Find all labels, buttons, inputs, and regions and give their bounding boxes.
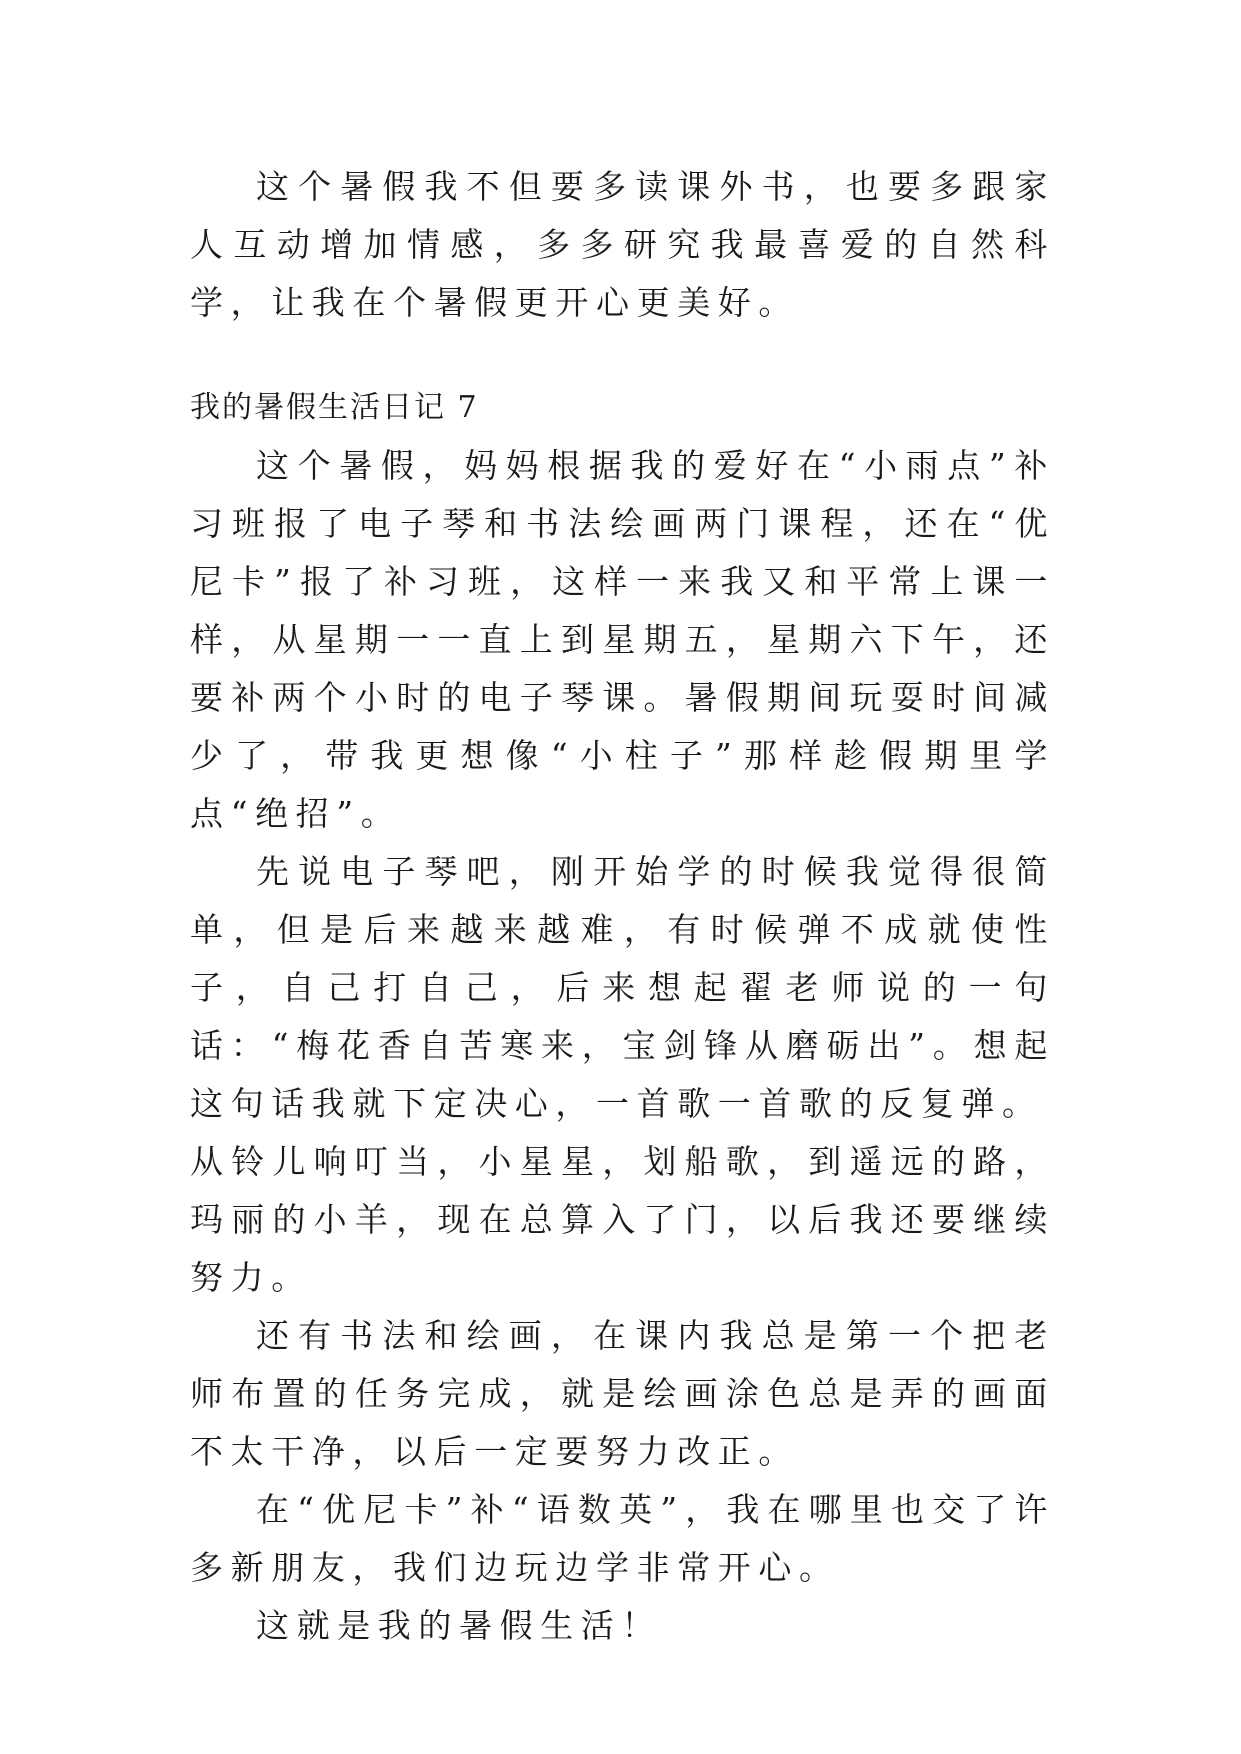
closing-paragraph: 这就是我的暑假生活！ xyxy=(256,1606,662,1645)
section-title: 我的暑假生活日记 7 xyxy=(190,390,479,425)
document-body xyxy=(190,158,1055,1655)
body-paragraph: 还有书法和绘画，在课内我总是第一个把老师布置的任务完成，就是绘画涂色总是弄的画面不太干净，以后一定要努力改正。 xyxy=(190,1316,1055,1471)
body-paragraph: 从铃儿响叮当，小星星，划船歌，到遥远的路，玛丽的小羊，现在总算入了门，以后我还要继续努力。 xyxy=(190,1142,1055,1297)
body-paragraph: 在“优尼卡”补“语数英”，我在哪里也交了许多新朋友，我们边玩边学非常开心。 xyxy=(190,1490,1055,1587)
body-paragraph: 这个暑假，妈妈根据我的爱好在“小雨点”补习班报了电子琴和书法绘画两门课程，还在“优尼卡”报了补习班，这样一来我又和平常上课一样，从星期一一直上到星期五，星期六下午，还要补两个小时的电子琴课。暑假期间玩耍时间减少了，带我更想像“小柱子”那样趁假期里学点“绝招”。 xyxy=(190,446,1055,833)
intro-paragraph: 这个暑假我不但要多读课外书，也要多跟家人互动增加情感，多多研究我最喜爱的自然科学，让我在个暑假更开心更美好。 xyxy=(190,167,1055,322)
body-paragraph: 先说电子琴吧，刚开始学的时候我觉得很简单，但是后来越来越难，有时候弹不成就使性子，自己打自己，后来想起翟老师说的一句话：“梅花香自苦寒来，宝剑锋从磨砺出”。想起这句话我就下定决心，一首歌一首歌的反复弹。 xyxy=(190,852,1055,1123)
